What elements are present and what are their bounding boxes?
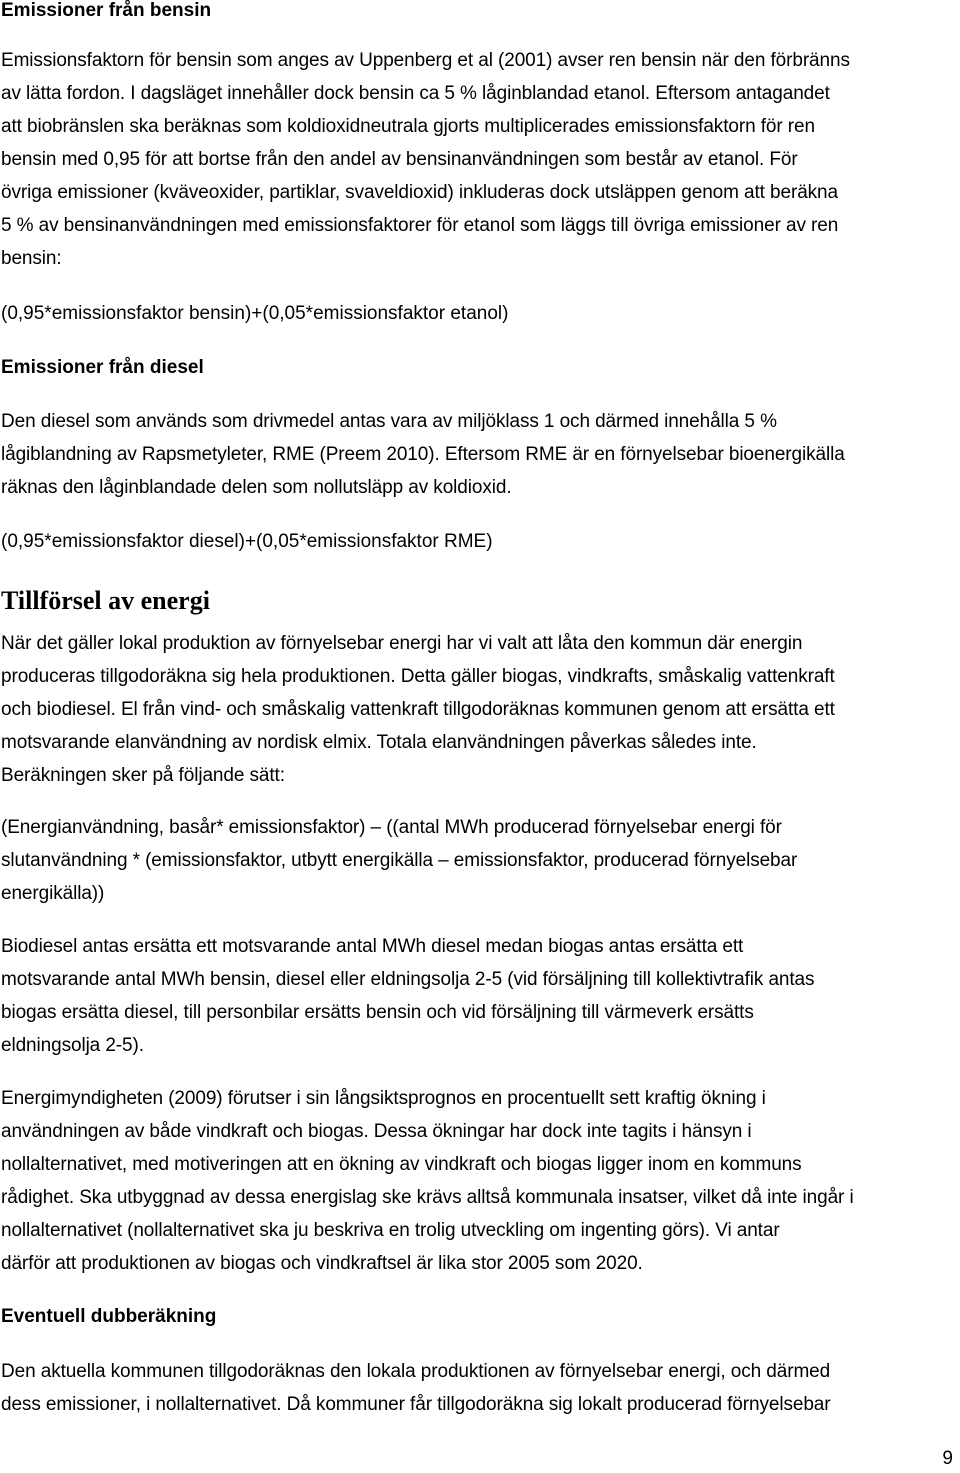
text-line: rådighet. Ska utbyggnad av dessa energislag ske krävs alltså kommunala insatser, vilket då inte ingår i <box>1 1187 854 1208</box>
formula-bensin: (0,95*emissionsfaktor bensin)+(0,05*emissionsfaktor etanol) <box>1 303 509 324</box>
text-line: dess emissioner, i nollalternativet. Då kommuner får tillgodoräkna sig lokalt producerad förnyelsebar <box>1 1394 831 1415</box>
paragraph-energi-prognos <box>1 1082 854 1280</box>
paragraph-bensin <box>1 44 850 275</box>
page-number: 9 <box>942 1448 953 1469</box>
paragraph-dubberakning <box>1 1355 830 1421</box>
text-line: därför att produktionen av biogas och vindkraftsel är lika stor 2005 som 2020. <box>1 1253 643 1274</box>
text-line: och biodiesel. El från vind- och småskalig vattenkraft tillgodoräknas kommunen genom att ersätta ett <box>1 699 835 720</box>
text-line: Emissionsfaktorn för bensin som anges av Uppenberg et al (2001) avser ren bensin när den förbränns <box>1 50 850 71</box>
heading-emissioner-diesel: Emissioner från diesel <box>1 357 204 378</box>
heading-eventuell-dubberakning: Eventuell dubberäkning <box>1 1306 217 1327</box>
text-line: användningen av både vindkraft och biogas. Dessa ökningar har dock inte tagits i hänsyn i <box>1 1121 752 1142</box>
text-line: 5 % av bensinanvändningen med emissionsfaktorer för etanol som läggs till övriga emissioner av ren <box>1 215 839 236</box>
text-line: Den diesel som används som drivmedel antas vara av miljöklass 1 och därmed innehålla 5 % <box>1 411 777 432</box>
heading-tillforsel-energi: Tillförsel av energi <box>1 586 210 615</box>
text-line: När det gäller lokal produktion av förnyelsebar energi har vi valt att låta den kommun där energin <box>1 633 803 654</box>
text-line: motsvarande elanvändning av nordisk elmix. Totala elanvändningen påverkas således inte. <box>1 732 757 753</box>
text-line: bensin: <box>1 248 62 269</box>
text-line: bensin med 0,95 för att bortse från den andel av bensinanvändningen som består av etanol. För <box>1 149 798 170</box>
text-line: motsvarande antal MWh bensin, diesel eller eldningsolja 2-5 (vid försäljning till kollektivtrafik antas <box>1 969 815 990</box>
text-line: lågiblandning av Rapsmetyleter, RME (Preem 2010). Eftersom RME är en förnyelsebar bioenergikälla <box>1 444 845 465</box>
text-line: Beräkningen sker på följande sätt: <box>1 765 285 786</box>
heading-emissioner-bensin: Emissioner från bensin <box>1 0 212 21</box>
text-line: Energimyndigheten (2009) förutser i sin långsiktsprognos en procentuellt sett kraftig ökning i <box>1 1088 766 1109</box>
paragraph-diesel <box>1 405 845 504</box>
text-line: övriga emissioner (kväveoxider, partiklar, svaveldioxid) inkluderas dock utsläppen genom att beräkna <box>1 182 838 203</box>
paragraph-energi-biodiesel <box>1 930 814 1062</box>
text-line: biogas ersätta diesel, till personbilar ersätts bensin och vid försäljning till värmeverk ersätts <box>1 1002 754 1023</box>
formula-diesel: (0,95*emissionsfaktor diesel)+(0,05*emissionsfaktor RME) <box>1 531 493 552</box>
text-line: energikälla)) <box>1 883 105 904</box>
text-line: att biobränslen ska beräknas som koldioxidneutrala gjorts multiplicerades emissionsfaktorn för ren <box>1 116 815 137</box>
text-line: (Energianvändning, basår* emissionsfaktor) – ((antal MWh producerad förnyelsebar energi för <box>1 817 782 838</box>
text-line: av lätta fordon. I dagsläget innehåller dock bensin ca 5 % låginblandad etanol. Eftersom antagandet <box>1 83 830 104</box>
text-line: eldningsolja 2-5). <box>1 1035 144 1056</box>
text-line: räknas den låginblandade delen som nollutsläpp av koldioxid. <box>1 477 512 498</box>
text-line: Biodiesel antas ersätta ett motsvarande antal MWh diesel medan biogas antas ersätta ett <box>1 936 744 957</box>
text-line: produceras tillgodoräkna sig hela produktionen. Detta gäller biogas, vindkrafts, småskalig vattenkraft <box>1 666 835 687</box>
paragraph-energi-1 <box>1 627 835 792</box>
text-line: Den aktuella kommunen tillgodoräknas den lokala produktionen av förnyelsebar energi, och därmed <box>1 1361 831 1382</box>
paragraph-energi-formula <box>1 811 797 910</box>
text-line: nollalternativet, med motiveringen att en ökning av vindkraft och biogas ligger inom en kommuns <box>1 1154 802 1175</box>
text-line: nollalternativet (nollalternativet ska ju beskriva en trolig utveckling om ingenting görs). Vi antar <box>1 1220 780 1241</box>
text-line: slutanvändning * (emissionsfaktor, utbytt energikälla – emissionsfaktor, producerad förnyelsebar <box>1 850 798 871</box>
